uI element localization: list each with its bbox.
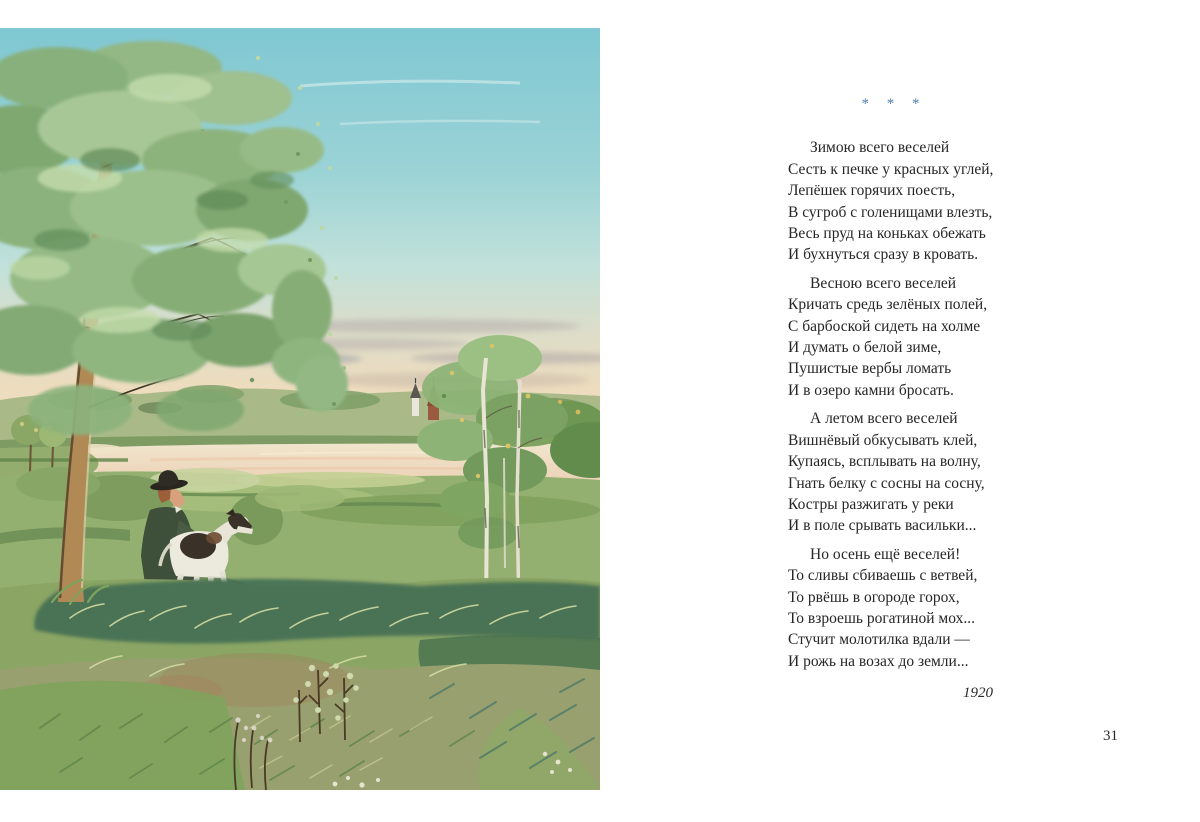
poem-line: Вишнёвый обкусывать клей, (788, 431, 978, 449)
poem-line: Купаясь, всплывать на волну, (788, 453, 981, 471)
poem-line: А летом всего веселей (810, 410, 958, 428)
stanza-2 (788, 273, 993, 401)
poem-line: И думать о белой зиме, (788, 339, 942, 357)
poem-line: И рожь на возах до земли... (788, 652, 969, 670)
poem-line: И бухнуться сразу в кровать. (788, 246, 979, 264)
poem-line: Лепёшек горячих поесть, (788, 182, 956, 200)
poem-line: Зимою всего веселей (810, 139, 950, 157)
poem-line: Сесть к печке у красных углей, (788, 160, 994, 178)
poem-line: То взроешь рогатиной мох... (788, 609, 975, 627)
poem-line: Стучит молотилка вдали — (788, 631, 970, 649)
illustration-canvas (0, 28, 600, 790)
poem-page (788, 94, 993, 705)
poem-line: Костры разжигать у реки (788, 495, 954, 513)
foreground-grass (0, 578, 600, 790)
poem-line: И в озеро камни бросать. (788, 381, 954, 399)
poem-line: То сливы сбиваешь с ветвей, (788, 567, 978, 585)
poem-year: 1920 (963, 685, 993, 702)
poem-line: Гнать белку с сосны на сосну, (788, 474, 985, 492)
stanza-4 (788, 544, 993, 672)
poem-line: Кричать средь зелёных полей, (788, 296, 988, 314)
poem-line: И в поле срывать васильки... (788, 517, 977, 535)
illustration (0, 28, 600, 790)
poem-line: Но осень ещё веселей! (810, 545, 961, 563)
page-number: 31 (1103, 728, 1118, 744)
stanza-1 (788, 137, 993, 265)
poem-line: Весною всего веселей (810, 274, 957, 292)
section-mark: * * * (861, 96, 927, 112)
poem-line: С барбоской сидеть на холме (788, 317, 981, 335)
poem-line: То рвёшь в огороде горох, (788, 588, 960, 606)
stanza-3 (788, 408, 993, 536)
poem-line: Пушистые вербы ломать (788, 360, 952, 378)
poem-line: Весь пруд на коньках обежать (788, 225, 986, 243)
poem-line: В сугроб с голенищами влезть, (788, 203, 993, 221)
